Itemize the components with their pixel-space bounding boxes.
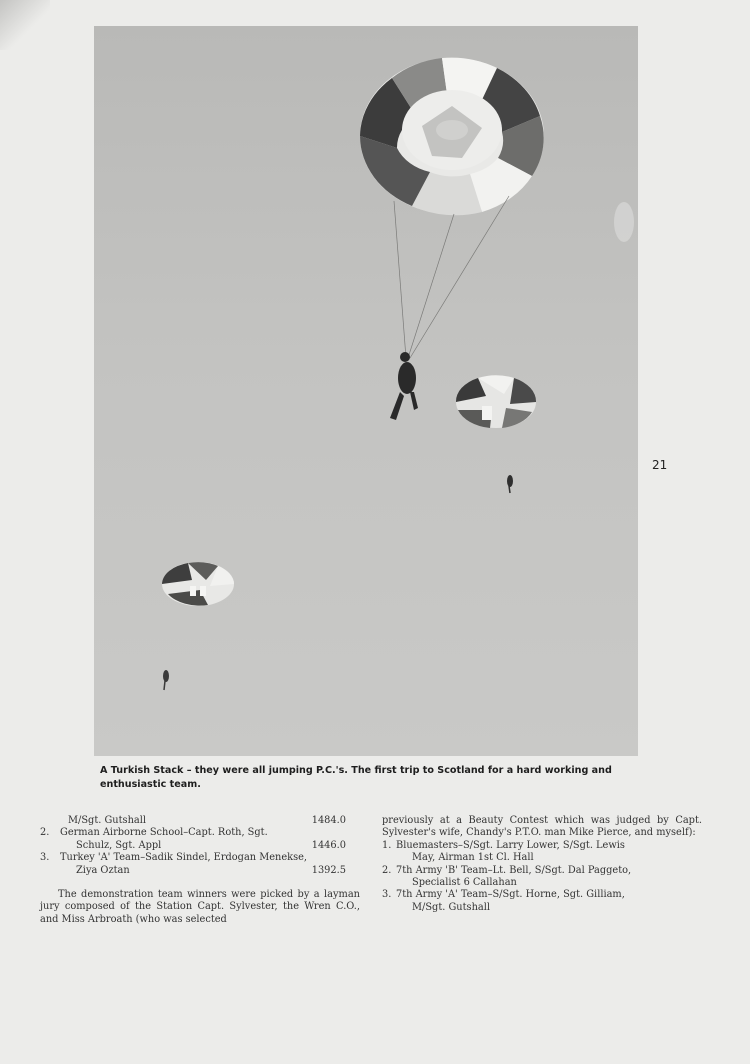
list-item <box>40 815 360 827</box>
photo-caption: A Turkish Stack – they were all jumping P.C.'s. The first trip to Scotland for a hard working and enthusiastic team. <box>100 765 612 790</box>
light-flare <box>614 202 634 242</box>
jumper-3 <box>163 670 169 690</box>
team-line: Bluemasters–S/Sgt. Larry Lower, S/Sgt. Lewis <box>396 839 625 851</box>
team-score: 1446.0 <box>311 839 346 851</box>
team-score: 1392.5 <box>311 864 346 876</box>
body-paragraph: The demonstration team winners were picked by a layman jury composed of the Station Capt. Sylvester, the Wren C.O., and Miss Arbroath (who was selected <box>40 889 360 925</box>
small-canopy <box>162 562 234 606</box>
left-column <box>40 815 360 936</box>
team-line: Turkey 'A' Team–Sadik Sindel, Erdogan Menekse, <box>60 852 308 864</box>
medium-canopy <box>456 375 536 428</box>
parachute-stack-photo <box>94 26 638 756</box>
team-members: M/Sgt. Gutshall <box>68 815 146 826</box>
winners-list <box>382 840 702 914</box>
page-corner-fold <box>0 0 50 50</box>
suspension-lines <box>394 196 509 358</box>
list-item <box>382 865 702 890</box>
team-line: 7th Army 'B' Team–Lt. Bell, S/Sgt. Dal Paggeto, <box>396 864 632 876</box>
jumper-1 <box>390 352 418 420</box>
page-number: 21 <box>652 458 668 472</box>
item-number: 2. <box>40 827 50 839</box>
team-line: German Airborne School–Capt. Roth, Sgt. <box>60 827 268 839</box>
team-members: Schulz, Sgt. Appl <box>76 839 162 851</box>
item-number: 3. <box>382 889 392 901</box>
body-paragraph: previously at a Beauty Contest which was judged by Capt. Sylvester's wife, Chandy's P.T.O. man Mike Pierce, and myself): <box>382 815 702 839</box>
item-number: 2. <box>382 864 392 876</box>
jumper-2 <box>507 475 513 493</box>
item-number: 3. <box>40 852 50 864</box>
list-item <box>382 840 702 865</box>
team-members: May, Airman 1st Cl. Hall <box>412 852 534 864</box>
list-item <box>40 852 360 877</box>
list-item <box>382 889 702 914</box>
list-item <box>40 827 360 852</box>
item-number: 1. <box>382 839 392 851</box>
team-members: Ziya Oztan <box>76 864 130 876</box>
team-line: 7th Army 'A' Team–S/Sgt. Horne, Sgt. Gilliam, <box>396 889 625 901</box>
right-column <box>382 815 702 914</box>
large-canopy <box>360 58 544 216</box>
team-score: 1484.0 <box>311 815 346 826</box>
team-members: M/Sgt. Gutshall <box>412 901 490 913</box>
parachute-illustration <box>94 26 638 756</box>
team-members: Specialist 6 Callahan <box>412 877 517 889</box>
